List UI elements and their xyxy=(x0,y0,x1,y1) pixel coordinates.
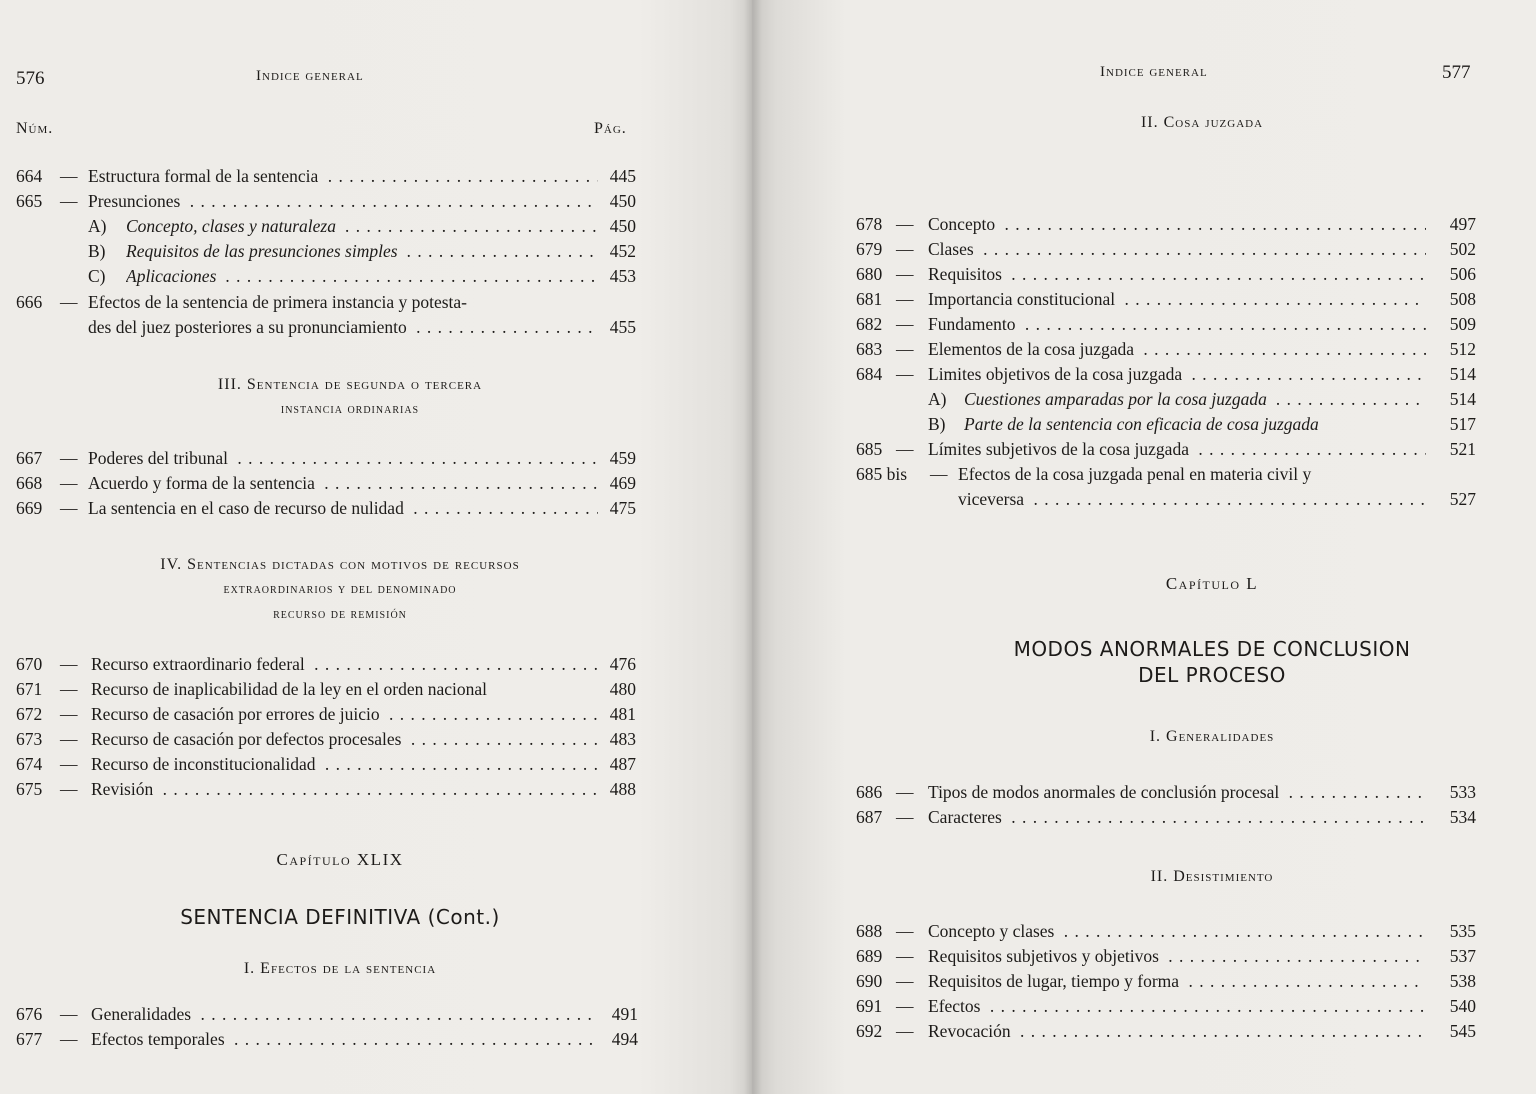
section-heading: II. Desistimiento xyxy=(1150,868,1274,885)
chapter-title: MODOS ANORMALES DE CONCLUSION DEL PROCESO xyxy=(1013,637,1411,687)
running-head: Indice general xyxy=(256,68,364,84)
entry-title: Recurso de casación por errores de juicio . . . xyxy=(91,702,598,727)
entry-title: Caracteres . . . xyxy=(928,805,1426,830)
entry-title: Generalidades . . . xyxy=(91,1002,598,1027)
entry-title: Revisión . . . xyxy=(91,777,598,802)
toc-entry xyxy=(856,212,1480,237)
left-page xyxy=(0,0,752,1094)
toc-entry xyxy=(16,471,640,496)
toc-entry xyxy=(856,312,1480,337)
entry-page: 459 xyxy=(609,448,636,468)
entry-page: 527 xyxy=(1449,489,1476,509)
entry-number: 683 xyxy=(856,339,883,359)
toc-entry xyxy=(16,752,640,777)
entry-dash: — xyxy=(896,946,914,966)
subentry-letter: C) xyxy=(88,266,106,286)
entry-dash: — xyxy=(60,654,78,674)
entry-page: 487 xyxy=(609,754,636,774)
entry-title: Recurso de inaplicabilidad de la ley en el orden nacional xyxy=(91,679,488,699)
entry-number: 687 xyxy=(856,807,883,827)
entry-dash: — xyxy=(896,264,914,284)
toc-subentry xyxy=(16,264,640,289)
toc-entry xyxy=(16,1027,640,1052)
entry-number: 664 xyxy=(16,166,43,186)
entry-title: Estructura formal de la sentencia . . . xyxy=(88,164,598,189)
entry-dash: — xyxy=(60,166,78,186)
entry-dash: — xyxy=(896,289,914,309)
entry-page: 445 xyxy=(609,166,636,186)
entry-page: 452 xyxy=(609,241,636,261)
entry-title: Tipos de modos anormales de conclusión procesal . . . xyxy=(928,780,1426,805)
entry-number: 665 xyxy=(16,191,43,211)
entry-page: 475 xyxy=(609,498,636,518)
entry-number: 690 xyxy=(856,971,883,991)
column-header-page: Pág. xyxy=(594,120,627,137)
entry-dash: — xyxy=(896,971,914,991)
entry-dash: — xyxy=(60,779,78,799)
entry-number: 672 xyxy=(16,704,43,724)
entry-page: 514 xyxy=(1449,364,1476,384)
entry-dash: — xyxy=(60,704,78,724)
entry-dash: — xyxy=(896,782,914,802)
subentry-title: Cuestiones amparadas por la cosa juzgada . . . xyxy=(964,387,1426,412)
entry-title: Concepto . . . xyxy=(928,212,1426,237)
toc-entry xyxy=(856,237,1480,262)
entry-page: 469 xyxy=(609,473,636,493)
entry-page: 455 xyxy=(609,317,636,337)
chapter-title: SENTENCIA DEFINITIVA (Cont.) xyxy=(180,905,500,929)
entry-title: Clases . . . xyxy=(928,237,1426,262)
section-heading: III. Sentencia de segunda o tercera instancia ordinarias xyxy=(217,376,483,417)
entry-dash: — xyxy=(60,498,78,518)
entry-dash: — xyxy=(896,314,914,334)
entry-dash: — xyxy=(896,339,914,359)
entry-title: Efectos de la sentencia de primera instancia y potesta- xyxy=(88,292,468,312)
entry-dash: — xyxy=(60,679,78,699)
entry-title: Efectos temporales . . . xyxy=(91,1027,598,1052)
entry-dash: — xyxy=(60,1029,78,1049)
entry-number: 679 xyxy=(856,239,883,259)
page-number: 576 xyxy=(16,68,45,89)
entry-number: 678 xyxy=(856,214,883,234)
entry-number: 692 xyxy=(856,1021,883,1041)
entry-number: 676 xyxy=(16,1004,43,1024)
entry-dash: — xyxy=(60,448,78,468)
entry-number: 682 xyxy=(856,314,883,334)
toc-entry xyxy=(16,652,640,677)
entry-number: 684 xyxy=(856,364,883,384)
subentry-letter: A) xyxy=(928,389,947,409)
entry-title: Revocación . . . xyxy=(928,1019,1426,1044)
toc-entry xyxy=(16,189,640,214)
entry-dash: — xyxy=(60,1004,78,1024)
toc-entry xyxy=(856,805,1480,830)
entry-dash: — xyxy=(60,292,78,312)
toc-entry xyxy=(16,702,640,727)
chapter-label: Capítulo L xyxy=(1165,574,1259,593)
entry-page: 537 xyxy=(1449,946,1476,966)
entry-title: Efectos . . . xyxy=(928,994,1426,1019)
toc-entry-continuation xyxy=(856,487,1480,512)
subentry-letter: B) xyxy=(88,241,106,261)
running-head: Indice general xyxy=(1100,64,1208,80)
toc-entry xyxy=(16,164,640,189)
entry-title: Recurso de casación por defectos procesales . . . xyxy=(91,727,598,752)
entry-title: Requisitos . . . xyxy=(928,262,1426,287)
entry-title: Requisitos subjetivos y objetivos . . . xyxy=(928,944,1426,969)
chapter-label: Capítulo XLIX xyxy=(276,850,404,869)
entry-page: 450 xyxy=(609,191,636,211)
entry-page: 483 xyxy=(609,729,636,749)
entry-dash: — xyxy=(60,754,78,774)
toc-entry xyxy=(856,287,1480,312)
toc-entry xyxy=(16,727,640,752)
entry-title: Límites subjetivos de la cosa juzgada . . . xyxy=(928,437,1426,462)
book-gutter xyxy=(744,0,762,1094)
entry-dash: — xyxy=(896,239,914,259)
entry-page: 497 xyxy=(1449,214,1476,234)
entry-title: Recurso de inconstitucionalidad . . . xyxy=(91,752,598,777)
right-page xyxy=(752,0,1536,1094)
toc-entry xyxy=(16,777,640,802)
section-heading: I. Generalidades xyxy=(1149,728,1275,745)
entry-page: 517 xyxy=(1449,414,1476,434)
entry-page: 502 xyxy=(1449,239,1476,259)
toc-entry xyxy=(16,1002,640,1027)
toc-entry xyxy=(856,262,1480,287)
entry-title: Elementos de la cosa juzgada . . . xyxy=(928,337,1426,362)
entry-page: 540 xyxy=(1449,996,1476,1016)
entry-title: La sentencia en el caso de recurso de nulidad . . . xyxy=(88,496,598,521)
entry-dash: — xyxy=(896,921,914,941)
entry-dash: — xyxy=(896,214,914,234)
entry-title: Efectos de la cosa juzgada penal en materia civil y xyxy=(958,464,1312,484)
entry-page: 506 xyxy=(1449,264,1476,284)
toc-entry xyxy=(856,437,1480,462)
entry-title: Poderes del tribunal . . . xyxy=(88,446,598,471)
entry-title: Fundamento . . . xyxy=(928,312,1426,337)
entry-page: 535 xyxy=(1449,921,1476,941)
entry-page: 512 xyxy=(1449,339,1476,359)
subentry-letter: B) xyxy=(928,414,946,434)
entry-dash: — xyxy=(896,1021,914,1041)
entry-number: 668 xyxy=(16,473,43,493)
entry-title: Importancia constitucional . . . xyxy=(928,287,1426,312)
entry-page: 453 xyxy=(609,266,636,286)
page-number: 577 xyxy=(1442,62,1471,83)
entry-title: Acuerdo y forma de la sentencia . . . xyxy=(88,471,598,496)
section-heading: II. Cosa juzgada xyxy=(1140,114,1264,131)
entry-dash: — xyxy=(896,364,914,384)
entry-dash: — xyxy=(896,996,914,1016)
subentry-letter: A) xyxy=(88,216,107,236)
entry-page: 476 xyxy=(609,654,636,674)
entry-page: 508 xyxy=(1449,289,1476,309)
entry-dash: — xyxy=(60,473,78,493)
entry-page: 480 xyxy=(609,679,636,699)
toc-entry xyxy=(856,969,1480,994)
toc-entry xyxy=(856,944,1480,969)
entry-title: des del juez posteriores a su pronunciamiento . . . xyxy=(88,315,598,340)
entry-page: 533 xyxy=(1449,782,1476,802)
entry-number: 686 xyxy=(856,782,883,802)
entry-title: Concepto y clases . . . xyxy=(928,919,1426,944)
entry-dash: — xyxy=(896,439,914,459)
entry-page: 538 xyxy=(1449,971,1476,991)
entry-dash: — xyxy=(60,729,78,749)
toc-subentry xyxy=(16,239,640,264)
entry-number: 671 xyxy=(16,679,43,699)
entry-number: 666 xyxy=(16,292,43,312)
subentry-title: Requisitos de las presunciones simples . . . xyxy=(126,239,598,264)
toc-entry xyxy=(16,677,640,702)
subentry-title: Concepto, clases y naturaleza . . . xyxy=(126,214,598,239)
toc-subentry xyxy=(856,387,1480,412)
entry-page: 491 xyxy=(611,1004,638,1024)
toc-entry xyxy=(856,462,1480,487)
entry-page: 514 xyxy=(1449,389,1476,409)
entry-page: 545 xyxy=(1449,1021,1476,1041)
subentry-title: Parte de la sentencia con eficacia de cosa juzgada xyxy=(964,414,1319,434)
toc-entry xyxy=(856,1019,1480,1044)
column-header-num: Núm. xyxy=(16,120,54,137)
entry-number: 685 xyxy=(856,439,883,459)
entry-number: 674 xyxy=(16,754,43,774)
toc-entry-continuation xyxy=(16,315,640,340)
entry-title: Recurso extraordinario federal . . . xyxy=(91,652,598,677)
entry-number: 688 xyxy=(856,921,883,941)
toc-subentry xyxy=(856,412,1480,437)
toc-entry xyxy=(16,446,640,471)
entry-dash: — xyxy=(930,464,948,484)
section-heading: I. Efectos de la sentencia xyxy=(243,960,437,977)
entry-number: 673 xyxy=(16,729,43,749)
entry-number: 675 xyxy=(16,779,43,799)
entry-page: 494 xyxy=(611,1029,638,1049)
entry-number: 691 xyxy=(856,996,883,1016)
subentry-title: Aplicaciones . . . xyxy=(126,264,598,289)
entry-dash: — xyxy=(60,191,78,211)
entry-page: 534 xyxy=(1449,807,1476,827)
entry-page: 521 xyxy=(1449,439,1476,459)
toc-entry xyxy=(16,290,640,315)
toc-entry xyxy=(856,337,1480,362)
toc-entry xyxy=(856,994,1480,1019)
section-heading: IV. Sentencias dictadas con motivos de recursos extraordinarios y del denominado recurso de remisión xyxy=(160,556,520,622)
entry-number: 667 xyxy=(16,448,43,468)
entry-title: Requisitos de lugar, tiempo y forma . . . xyxy=(928,969,1426,994)
toc-entry xyxy=(856,362,1480,387)
entry-number: 669 xyxy=(16,498,43,518)
entry-title: viceversa . . . xyxy=(958,487,1426,512)
toc-subentry xyxy=(16,214,640,239)
entry-number: 681 xyxy=(856,289,883,309)
entry-page: 488 xyxy=(609,779,636,799)
toc-entry xyxy=(856,919,1480,944)
entry-number: 670 xyxy=(16,654,43,674)
toc-entry xyxy=(16,496,640,521)
entry-page: 481 xyxy=(609,704,636,724)
entry-title: Limites objetivos de la cosa juzgada . . . xyxy=(928,362,1426,387)
entry-page: 509 xyxy=(1449,314,1476,334)
entry-number: 677 xyxy=(16,1029,43,1049)
entry-number: 685 bis xyxy=(856,464,908,484)
entry-dash: — xyxy=(896,807,914,827)
toc-entry xyxy=(856,780,1480,805)
entry-page: 450 xyxy=(609,216,636,236)
entry-number: 689 xyxy=(856,946,883,966)
entry-number: 680 xyxy=(856,264,883,284)
entry-title: Presunciones . . . xyxy=(88,189,598,214)
